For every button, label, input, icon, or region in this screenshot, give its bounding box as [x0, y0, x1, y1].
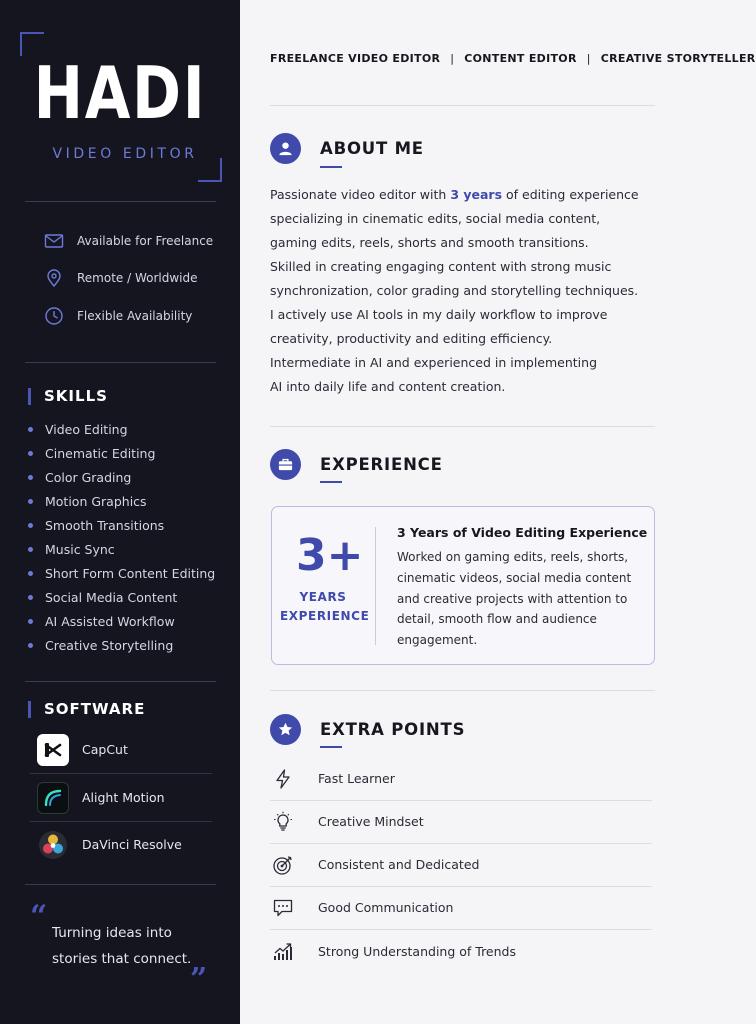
- sidebar-divider: [25, 884, 216, 885]
- about-line: synchronization, color grading and storytelling techniques.: [270, 283, 639, 298]
- about-line: I actively use AI tools in my daily workflow to improve: [270, 307, 608, 322]
- sidebar-divider: [25, 681, 216, 682]
- bullet-dot: [28, 475, 33, 480]
- skill-item: [28, 417, 215, 441]
- skill-item: [28, 441, 215, 465]
- skills-heading-text: SKILLS: [44, 387, 108, 405]
- tagline-item: FREELANCE VIDEO EDITOR: [270, 52, 441, 65]
- about-text: of editing experience: [502, 187, 639, 202]
- skill-item: [28, 465, 215, 489]
- contact-item-availability: [44, 306, 192, 326]
- software-item-davinci-resolve: [30, 821, 212, 868]
- experience-card-line: detail, smooth flow and audience: [397, 612, 597, 626]
- skill-item: [28, 561, 215, 585]
- skill-item: [28, 609, 215, 633]
- title-underline: [320, 746, 342, 748]
- person-role: VIDEO EDITOR: [52, 146, 198, 162]
- contact-item-freelance: [44, 231, 213, 251]
- experience-title: EXPERIENCE: [320, 455, 443, 474]
- contact-label: Flexible Availability: [77, 309, 193, 323]
- lightning-icon: [272, 768, 294, 790]
- software-label: DaVinci Resolve: [82, 837, 182, 852]
- about-line: [270, 187, 639, 202]
- experience-card-line: engagement.: [397, 633, 478, 647]
- capcut-logo-icon: [37, 734, 69, 766]
- software-item-capcut: [30, 726, 212, 773]
- star-icon: [270, 714, 301, 745]
- section-divider: [270, 105, 655, 106]
- trend-chart-icon: [272, 941, 294, 963]
- skill-label: AI Assisted Workflow: [45, 613, 175, 629]
- skill-label: Music Sync: [45, 541, 115, 557]
- contact-item-location: [44, 268, 198, 288]
- experience-card-title: 3 Years of Video Editing Experience: [397, 525, 648, 540]
- skill-label: Cinematic Editing: [45, 445, 156, 461]
- quote-close-mark: ”: [190, 962, 208, 997]
- skill-item: [28, 513, 215, 537]
- section-divider: [270, 690, 655, 691]
- extra-point-item: [272, 886, 652, 929]
- skill-label: Social Media Content: [45, 589, 178, 605]
- software-heading-text: SOFTWARE: [44, 700, 146, 718]
- experience-card-line: Worked on gaming edits, reels, shorts,: [397, 550, 629, 564]
- quote-line-2: stories that connect.: [52, 951, 192, 967]
- heading-accent-bar: [28, 701, 31, 718]
- skill-item: [28, 585, 215, 609]
- skills-heading: [28, 387, 108, 405]
- about-line: gaming edits, reels, shorts and smooth transitions.: [270, 235, 589, 250]
- bullet-dot: [28, 619, 33, 624]
- skill-label: Short Form Content Editing: [45, 565, 216, 581]
- title-underline: [320, 481, 342, 483]
- experience-years-label: YEARS: [299, 590, 347, 604]
- user-icon: [270, 133, 301, 164]
- contact-label: Remote / Worldwide: [77, 271, 198, 285]
- quote-open-mark: “: [30, 899, 48, 934]
- software-label: Alight Motion: [82, 790, 165, 805]
- chat-bubble-icon: [272, 897, 294, 919]
- bullet-dot: [28, 499, 33, 504]
- skill-label: Creative Storytelling: [45, 637, 174, 653]
- extra-title: EXTRA POINTS: [320, 720, 466, 739]
- about-line: creativity, productivity and editing efficiency.: [270, 331, 553, 346]
- software-label: CapCut: [82, 742, 128, 757]
- heading-accent-bar: [28, 388, 31, 405]
- tagline-item: CONTENT EDITOR: [464, 52, 577, 65]
- target-icon: [272, 854, 294, 876]
- extra-point-item: [272, 757, 652, 800]
- bullet-dot: [28, 523, 33, 528]
- alight-motion-logo-icon: [37, 782, 69, 814]
- skill-item: [28, 489, 215, 513]
- bullet-dot: [28, 643, 33, 648]
- bullet-dot: [28, 451, 33, 456]
- skills-list: [28, 417, 215, 657]
- bullet-dot: [28, 427, 33, 432]
- about-line: Skilled in creating engaging content with strong music: [270, 259, 612, 274]
- sidebar: [0, 0, 240, 1024]
- about-line: specializing in cinematic edits, social media content,: [270, 211, 601, 226]
- tagline-separator: |: [450, 52, 455, 65]
- extra-point-item: [272, 843, 652, 886]
- skill-label: Motion Graphics: [45, 493, 147, 509]
- experience-years-label: EXPERIENCE: [280, 609, 370, 623]
- extra-point-label: Good Communication: [318, 900, 454, 915]
- location-pin-icon: [44, 268, 64, 288]
- briefcase-icon: [270, 449, 301, 480]
- about-line: Intermediate in AI and experienced in implementing: [270, 355, 598, 370]
- tagline-item: CREATIVE STORYTELLER: [600, 52, 756, 65]
- extra-point-item: [272, 930, 652, 973]
- lightbulb-icon: [272, 811, 294, 833]
- about-highlight: 3 years: [450, 187, 503, 202]
- bullet-dot: [28, 595, 33, 600]
- experience-card-line: and creative projects with attention to: [397, 592, 628, 606]
- sidebar-divider: [25, 201, 216, 202]
- about-text: Passionate video editor with: [270, 187, 451, 202]
- extra-point-item: [272, 800, 652, 843]
- quote-line-1: Turning ideas into: [52, 925, 172, 941]
- person-name: HADI: [33, 51, 207, 135]
- sidebar-divider: [25, 362, 216, 363]
- clock-icon: [44, 306, 64, 326]
- skill-label: Smooth Transitions: [45, 517, 165, 533]
- skill-label: Video Editing: [45, 421, 128, 437]
- mail-icon: [44, 231, 64, 251]
- tagline-separator: |: [586, 52, 591, 65]
- extra-point-label: Strong Understanding of Trends: [318, 944, 516, 959]
- bullet-dot: [28, 571, 33, 576]
- skill-item: [28, 633, 215, 657]
- skill-label: Color Grading: [45, 469, 132, 485]
- skill-item: [28, 537, 215, 561]
- experience-card-divider: [375, 527, 376, 645]
- extra-point-label: Creative Mindset: [318, 814, 424, 829]
- section-divider: [270, 426, 655, 427]
- about-title: ABOUT ME: [320, 139, 424, 158]
- extra-point-label: Consistent and Dedicated: [318, 857, 480, 872]
- davinci-resolve-logo-icon: [37, 829, 69, 861]
- software-item-alight-motion: [30, 774, 212, 821]
- experience-years-number: 3+: [296, 530, 364, 581]
- bullet-dot: [28, 547, 33, 552]
- about-line: AI into daily life and content creation.: [270, 379, 506, 394]
- experience-card-line: cinematic videos, social media content: [397, 571, 632, 585]
- software-heading: [28, 700, 145, 718]
- tagline: [270, 52, 756, 65]
- title-underline: [320, 166, 342, 168]
- contact-label: Available for Freelance: [77, 234, 214, 248]
- extra-point-label: Fast Learner: [318, 771, 395, 786]
